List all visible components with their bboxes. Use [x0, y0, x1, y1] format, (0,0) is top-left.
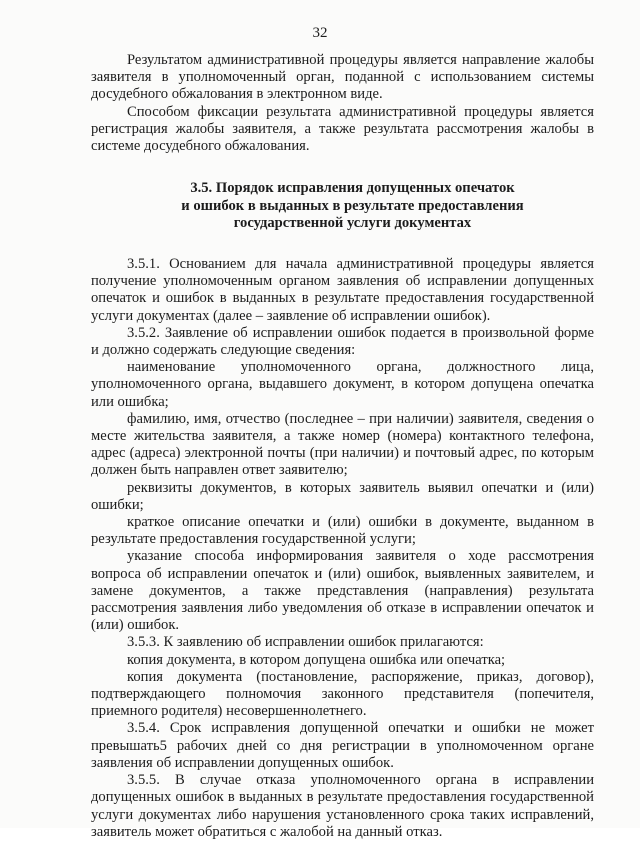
list-item: фамилию, имя, отчество (последнее – при наличии) заявителя, сведения о месте жительства заявителя, а также номер (номера) контактного телефона, адрес (адреса) электронной почты (при наличии) и почтовый адрес, по которым должен быть направлен ответ заявителю; [91, 410, 594, 479]
list-item: копия документа (постановление, распоряжение, приказ, договор), подтверждающего полномочия законного представителя (попечителя, приемного родителя) несовершеннолетнего. [91, 668, 594, 720]
list-item: указание способа информирования заявителя о ходе рассмотрения вопроса об исправлении опечаток и (или) ошибок, выявленных заявителем, и замене документов, а также представления (направления) результата рассмотрения заявления либо уведомления об отказе в исправлении опечаток и (или) ошибок. [91, 548, 594, 634]
paragraph-3-5-2: 3.5.2. Заявление об исправлении ошибок подается в произвольной форме и должно содержать следующие сведения: [91, 324, 594, 359]
section-heading [91, 180, 594, 233]
intro-paragraph: Результатом административной процедуры является направление жалобы заявителя в уполномоченный орган, поданной с использованием системы досудебного обжалования в электронном виде. [91, 52, 594, 103]
section-heading-line: государственной услуги документах [233, 215, 472, 232]
intro-paragraph: Способом фиксации результата административной процедуры является регистрация жалобы заявителя, а также результата рассмотрения жалобы в системе досудебного обжалования. [91, 103, 594, 155]
section-heading-line: 3.5. Порядок исправления допущенных опечаток [190, 180, 515, 197]
page-number: 32 [312, 25, 328, 41]
spacer [91, 155, 594, 180]
section-heading-line: и ошибок в выданных в результате предоставления [181, 197, 524, 214]
spacer [91, 233, 594, 256]
paragraph-3-5-5: 3.5.5. В случае отказа уполномоченного органа в исправлении допущенных ошибок в выданных в результате предоставления государственной услуги документах либо нарушения установленного срока таких исправлений, заявитель может обратиться с жалобой на данный отказ. [91, 772, 594, 840]
list-item: копия документа, в котором допущена ошибка или опечатка; [127, 651, 506, 668]
paragraph-3-5-1: 3.5.1. Основанием для начала административной процедуры является получение уполномоченным органом заявления об исправлении допущенных опечаток и ошибок в выданных в результате предоставления государственной услуги документах (далее – заявление об исправлении ошибок). [91, 256, 594, 324]
paragraph-3-5-4: 3.5.4. Срок исправления допущенной опечатки и ошибки не может превышать5 рабочих дней со дня регистрации в уполномоченном органе заявления об исправлении допущенных ошибок. [91, 720, 594, 771]
list-item: краткое описание опечатки и (или) ошибки в документе, выданном в результате предоставления государственной услуги; [91, 514, 594, 548]
paragraph-3-5-3: 3.5.3. К заявлению об исправлении ошибок прилагаются: [127, 634, 484, 651]
document-body [91, 52, 594, 841]
list-item: реквизиты документов, в которых заявитель выявил опечатки и (или) ошибки; [91, 479, 594, 513]
list-item: наименование уполномоченного органа, должностного лица, уполномоченного органа, выдавшего документ, в котором допущена опечатка или ошибка; [91, 359, 594, 410]
